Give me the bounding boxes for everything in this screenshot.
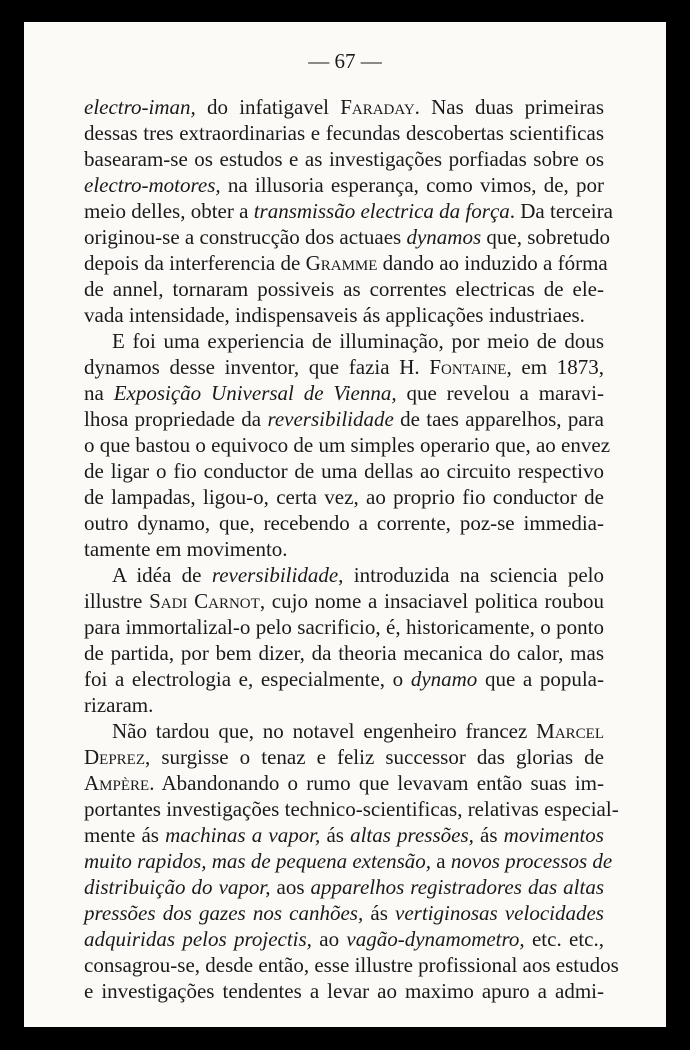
text-run: outro dynamo, que, recebendo a corrente, poz-se immedia-	[84, 511, 604, 535]
text-run: originou-se a construcção dos actuaes	[84, 225, 407, 249]
text-run: aos	[270, 875, 311, 899]
text-run: E foi uma experiencia de illuminação, por meio de dous	[112, 329, 604, 353]
text-run: dynamo	[410, 667, 478, 691]
text-run: transmissão electrica da força	[253, 199, 510, 223]
text-run: e investigações tendentes a levar ao maximo apuro a admi-	[84, 979, 604, 1003]
text-run: adquiridas pelos projectis,	[84, 927, 312, 951]
text-run: apparelhos registradores das altas	[310, 875, 604, 899]
text-run: na illusoria esperança, como vimos, de, por	[220, 173, 604, 197]
text-run: electro-iman,	[84, 95, 196, 119]
text-run: illustre	[84, 589, 150, 613]
text-run: que a popula-	[477, 667, 604, 691]
text-run: . Abandonando o rumo que levavam então suas im-	[149, 771, 604, 795]
text-run: . Da terceira	[509, 199, 613, 223]
text-run: lhosa propriedade da	[84, 407, 268, 431]
text-run: novos processos de	[450, 849, 613, 873]
text-run: distribuição do vapor,	[84, 875, 271, 899]
text-run: , surgisse o tenaz e feliz successor das glorias de	[145, 745, 604, 769]
text-run: pressões dos gazes nos canhões,	[84, 901, 364, 925]
text-run: depois da interferencia de	[84, 251, 306, 275]
text-run: ás	[363, 901, 396, 925]
text-run: ás	[320, 823, 351, 847]
book-page	[24, 22, 666, 1027]
text-run: o que bastou o equivoco de um simples operario que, ao envez	[84, 433, 611, 457]
text-run: altas pressões,	[350, 823, 474, 847]
text-run: reversibilidade,	[211, 563, 344, 587]
text-run: Não tardou que, no notavel engenheiro francez	[112, 719, 537, 743]
text-run: tamente em movimento.	[84, 537, 288, 561]
text-run: que, sobretudo	[481, 225, 611, 249]
page-number: — 67 —	[308, 49, 382, 73]
text-run: vagão-dynamometro,	[346, 927, 525, 951]
text-run: ás	[473, 823, 504, 847]
text-run: Deprez	[84, 745, 146, 769]
text-run: consagrou-se, desde então, esse illustre profissional aos estudos	[84, 953, 619, 977]
text-run: machinas a vapor,	[165, 823, 321, 847]
text-run: mente ás	[84, 823, 166, 847]
text-run: de lampadas, ligou-o, certa vez, ao proprio fio conductor de	[84, 485, 604, 509]
text-run: muito rapidos, mas de pequena extensão,	[84, 849, 432, 873]
text-run: do infatigavel	[195, 95, 341, 119]
text-run: movimentos	[503, 823, 604, 847]
text-run: Fontaine	[429, 355, 507, 379]
text-run: de partida, por bem dizer, da theoria mecanica do calor, mas	[84, 641, 604, 665]
text-run: vada intensidade, indispensaveis ás applicações industriaes.	[84, 303, 585, 327]
text-run: , cujo nome a insaciavel politica roubou	[259, 589, 604, 613]
text-run: introduzida na sciencia pelo	[343, 563, 604, 587]
text-run: dynamos desse inventor, que fazia H.	[84, 355, 430, 379]
text-run: portantes investigações technico-scientificas, relativas especial-	[84, 797, 619, 821]
text-run: vertiginosas velocidades	[395, 901, 604, 925]
text-run: dando ao induzido a fórma	[377, 251, 608, 275]
text-run: Marcel	[536, 719, 604, 743]
text-run: rizaram.	[84, 693, 154, 717]
text-run: reversibilidade	[267, 407, 394, 431]
text-run: Ampère	[84, 771, 150, 795]
text-run: dynamos	[406, 225, 482, 249]
text-run: Exposição Universal de Vienna,	[113, 381, 397, 405]
text-run: na	[84, 381, 114, 405]
text-run: dessas tres extraordinarias e fecundas descobertas scientificas	[84, 121, 604, 145]
text-run: basearam-se os estudos e as investigações porfiadas sobre os	[84, 147, 604, 171]
text-run: ao	[311, 927, 347, 951]
text-run: electro-motores,	[84, 173, 221, 197]
text-run: Gramme	[305, 251, 378, 275]
text-run: A idéa de	[112, 563, 212, 587]
text-run: a	[431, 849, 451, 873]
text-run: que revelou a maravi-	[396, 381, 604, 405]
text-line	[84, 976, 604, 1006]
text-run: de ligar o fio conductor de uma dellas ao circuito respectivo	[84, 459, 604, 483]
text-run: etc. etc.,	[524, 927, 604, 951]
text-run: para immortalizal-o pelo sacrificio, é, historicamente, o ponto	[84, 615, 604, 639]
text-run: Sadi Carnot	[149, 589, 260, 613]
text-run: , em 1873,	[506, 355, 605, 379]
text-run: de taes apparelhos, para	[393, 407, 604, 431]
text-run: Faraday	[340, 95, 415, 119]
text-run: de annel, tornaram possiveis as correntes electricas de ele-	[84, 277, 604, 301]
text-run: . Nas duas primeiras	[414, 95, 604, 119]
text-run: meio delles, obter a	[84, 199, 254, 223]
text-run: foi a electrologia e, especialmente, o	[84, 667, 411, 691]
